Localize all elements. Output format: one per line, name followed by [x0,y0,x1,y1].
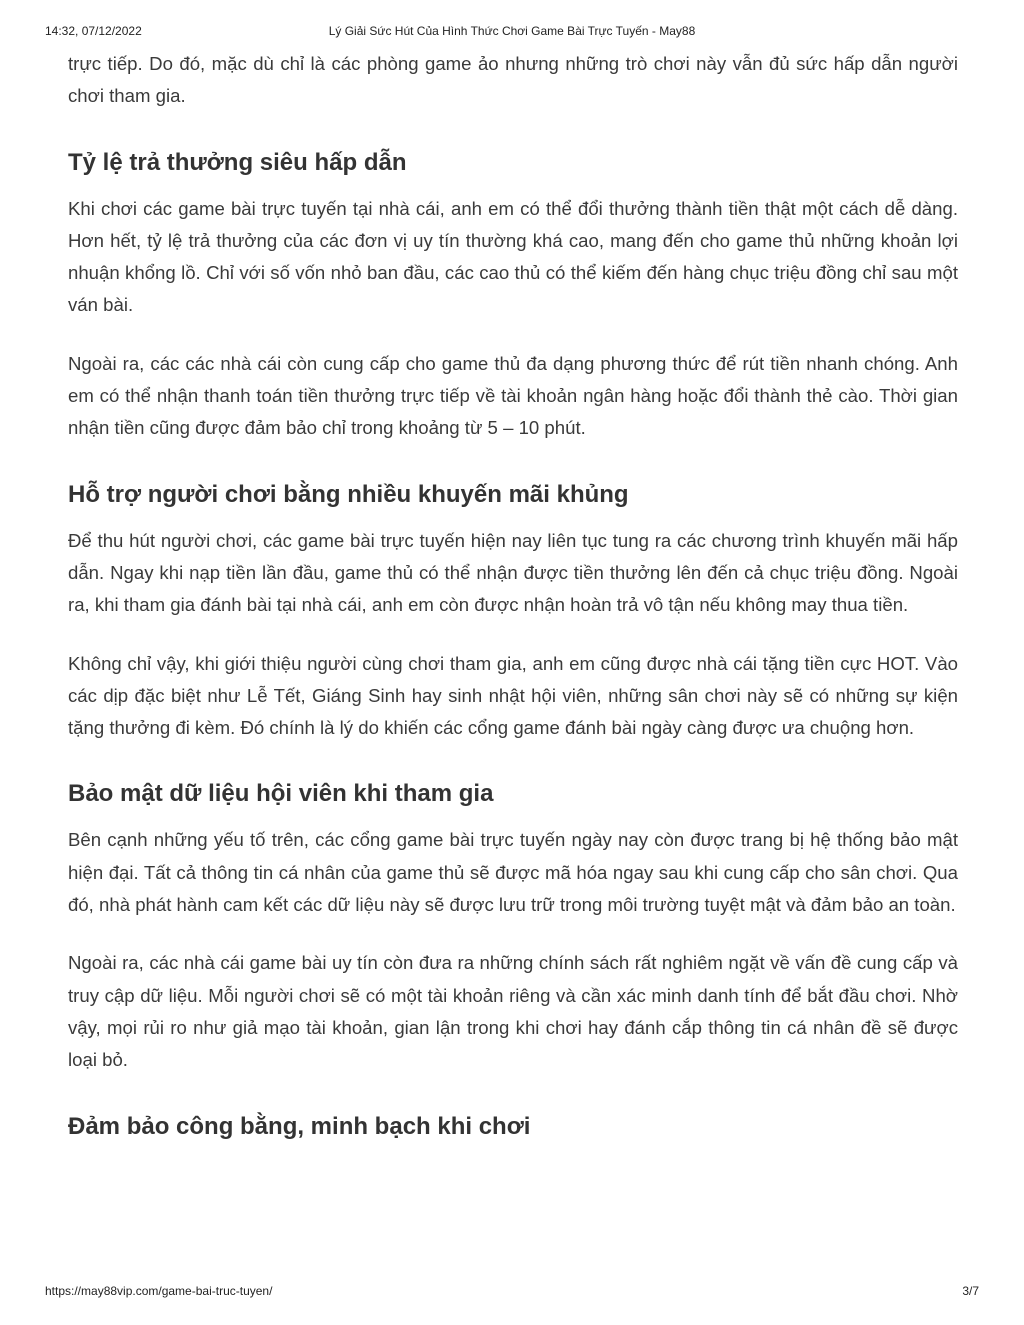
section-heading-data-security: Bảo mật dữ liệu hội viên khi tham gia [68,780,494,808]
section-paragraph: Ngoài ra, các nhà cái game bài uy tín còn đưa ra những chính sách rất nghiêm ngặt về vấn đề cung cấp và truy cập dữ liệu. Mỗi người chơi sẽ có một tài khoản riêng và cần xác minh danh tính để bắt đầu chơi. Nhờ vậy, mọi rủi ro như giả mạo tài khoản, gian lận trong khi chơi hay đánh cắp thông tin cá nhân đề sẽ được loại bỏ. [68,952,958,1071]
section-heading-promotions: Hỗ trợ người chơi bằng nhiều khuyến mãi khủng [68,480,629,508]
section-heading-payout-rate: Tỷ lệ trả thưởng siêu hấp dẫn [68,148,407,176]
intro-paragraph: trực tiếp. Do đó, mặc dù chỉ là các phòng game ảo nhưng những trò chơi này vẫn đủ sức hấp dẫn người chơi tham gia. [68,53,958,107]
print-header [45,24,979,40]
section-paragraph: Không chỉ vậy, khi giới thiệu người cùng chơi tham gia, anh em cũng được nhà cái tặng tiền cực HOT. Vào các dịp đặc biệt như Lễ Tết, Giáng Sinh hay sinh nhật hội viên, những sân chơi này sẽ có những sự kiện tặng thưởng đi kèm. Đó chính là lý do khiến các cổng game đánh bài ngày càng được ưa chuộng hơn. [68,652,958,739]
print-document-title: Lý Giải Sức Hút Của Hình Thức Chơi Game Bài Trực Tuyến - May88 [328,24,696,38]
section-paragraph: Bên cạnh những yếu tố trên, các cổng game bài trực tuyến ngày nay còn được trang bị hệ thống bảo mật hiện đại. Tất cả thông tin cá nhân của game thủ sẽ được mã hóa ngay sau khi cung cấp cho sân chơi. Qua đó, nhà phát hành cam kết các dữ liệu này sẽ được lưu trữ trong môi trường tuyệt mật và đảm bảo an toàn. [68,829,958,916]
section-paragraph: Để thu hút người chơi, các game bài trực tuyến hiện nay liên tục tung ra các chương trình khuyến mãi hấp dẫn. Ngay khi nạp tiền lần đầu, game thủ có thể nhận được tiền thưởng lên đến cả chục triệu đồng. Ngoài ra, khi tham gia đánh bài tại nhà cái, anh em còn được nhận hoàn trả vô tận nếu không may thua tiền. [68,529,958,616]
section-paragraph: Ngoài ra, các các nhà cái còn cung cấp cho game thủ đa dạng phương thức để rút tiền nhanh chóng. Anh em có thể nhận thanh toán tiền thưởng trực tiếp về tài khoản ngân hàng hoặc đổi thành thẻ cào. Thời gian nhận tiền cũng được đảm bảo chỉ trong khoảng từ 5 – 10 phút. [68,352,958,439]
section-paragraph: Khi chơi các game bài trực tuyến tại nhà cái, anh em có thể đổi thưởng thành tiền thật một cách dễ dàng. Hơn hết, tỷ lệ trả thưởng của các đơn vị uy tín thường khá cao, mang đến cho game thủ những khoản lợi nhuận khổng lồ. Chỉ với số vốn nhỏ ban đầu, các cao thủ có thể kiếm đến hàng chục triệu đồng chỉ sau một ván bài. [68,197,958,316]
print-footer [45,1284,979,1300]
article-body [68,48,958,1143]
print-page-url: https://may88vip.com/game-bai-truc-tuyen/ [45,1284,273,1298]
print-page-number: 3/7 [962,1284,979,1298]
section-heading-fairness: Đảm bảo công bằng, minh bạch khi chơi [68,1112,531,1140]
print-timestamp: 14:32, 07/12/2022 [45,24,142,38]
